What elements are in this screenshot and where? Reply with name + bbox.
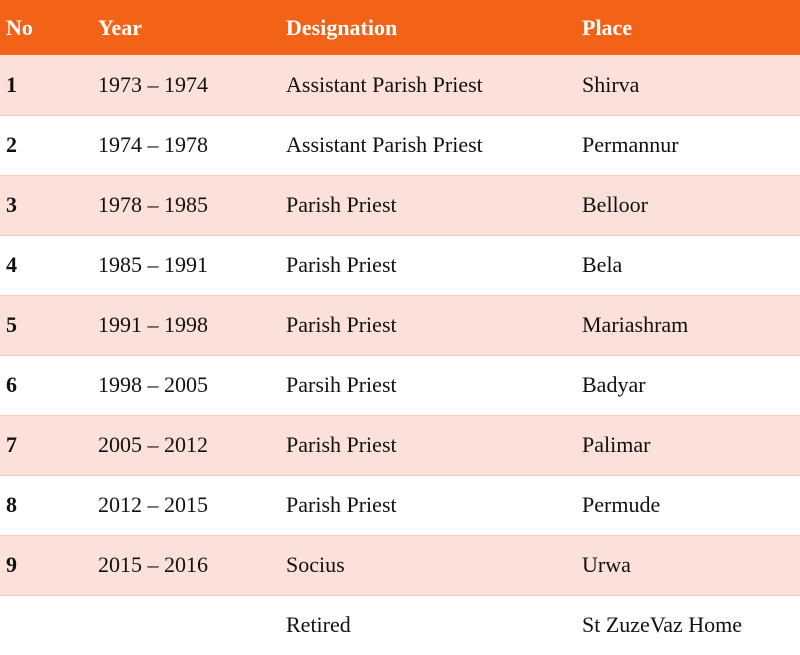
row-no: 6 [6, 372, 17, 397]
row-designation: Socius [286, 552, 345, 577]
row-year: 1991 – 1998 [98, 312, 208, 337]
table-row [0, 595, 800, 655]
row-year: 2015 – 2016 [98, 552, 208, 577]
table-row [0, 355, 800, 415]
row-place: Shirva [582, 71, 640, 97]
row-place: St ZuzeVaz Home [582, 612, 743, 638]
row-designation: Assistant Parish Priest [286, 71, 483, 97]
table-row [0, 475, 800, 535]
row-no: 5 [6, 312, 17, 337]
table-row [0, 535, 800, 595]
row-designation: Parish Priest [286, 312, 397, 337]
row-year: 1998 – 2005 [98, 372, 208, 397]
row-no: 4 [6, 252, 17, 277]
row-place: Urwa [582, 552, 631, 577]
row-no: 7 [6, 432, 17, 457]
row-place: Mariashram [582, 312, 689, 337]
row-no: 9 [6, 552, 17, 577]
row-designation: Assistant Parish Priest [286, 132, 483, 157]
row-place: Palimar [582, 432, 651, 457]
row-year: 1974 – 1978 [98, 132, 208, 157]
table-row [0, 115, 800, 175]
row-place: Bela [582, 252, 623, 277]
row-no: 8 [6, 492, 17, 517]
row-year: 2012 – 2015 [98, 492, 208, 517]
row-place: Badyar [582, 372, 646, 397]
row-no: 2 [6, 132, 17, 157]
row-place: Belloor [582, 192, 648, 217]
table-header-row [0, 0, 800, 55]
row-designation: Retired [286, 612, 351, 638]
row-place: Permude [582, 492, 661, 517]
table-row [0, 175, 800, 235]
row-year: 1985 – 1991 [98, 252, 208, 277]
row-year [92, 595, 280, 655]
header-place: Place [582, 14, 633, 40]
row-year: 2005 – 2012 [98, 432, 208, 457]
table-row [0, 415, 800, 475]
row-year: 1973 – 1974 [98, 71, 208, 97]
row-designation: Parish Priest [286, 432, 397, 457]
table-row [0, 295, 800, 355]
row-place: Permannur [582, 132, 679, 157]
row-designation: Parish Priest [286, 492, 397, 517]
row-year: 1978 – 1985 [98, 192, 208, 217]
header-no: No [6, 14, 33, 40]
header-year: Year [98, 14, 142, 40]
row-no: 3 [6, 192, 17, 217]
header-designation: Designation [286, 14, 398, 40]
row-designation: Parsih Priest [286, 372, 397, 397]
table-row [0, 55, 800, 115]
row-no [0, 595, 92, 655]
table-row [0, 235, 800, 295]
row-no: 1 [6, 71, 17, 97]
row-designation: Parish Priest [286, 252, 397, 277]
row-designation: Parish Priest [286, 192, 397, 217]
